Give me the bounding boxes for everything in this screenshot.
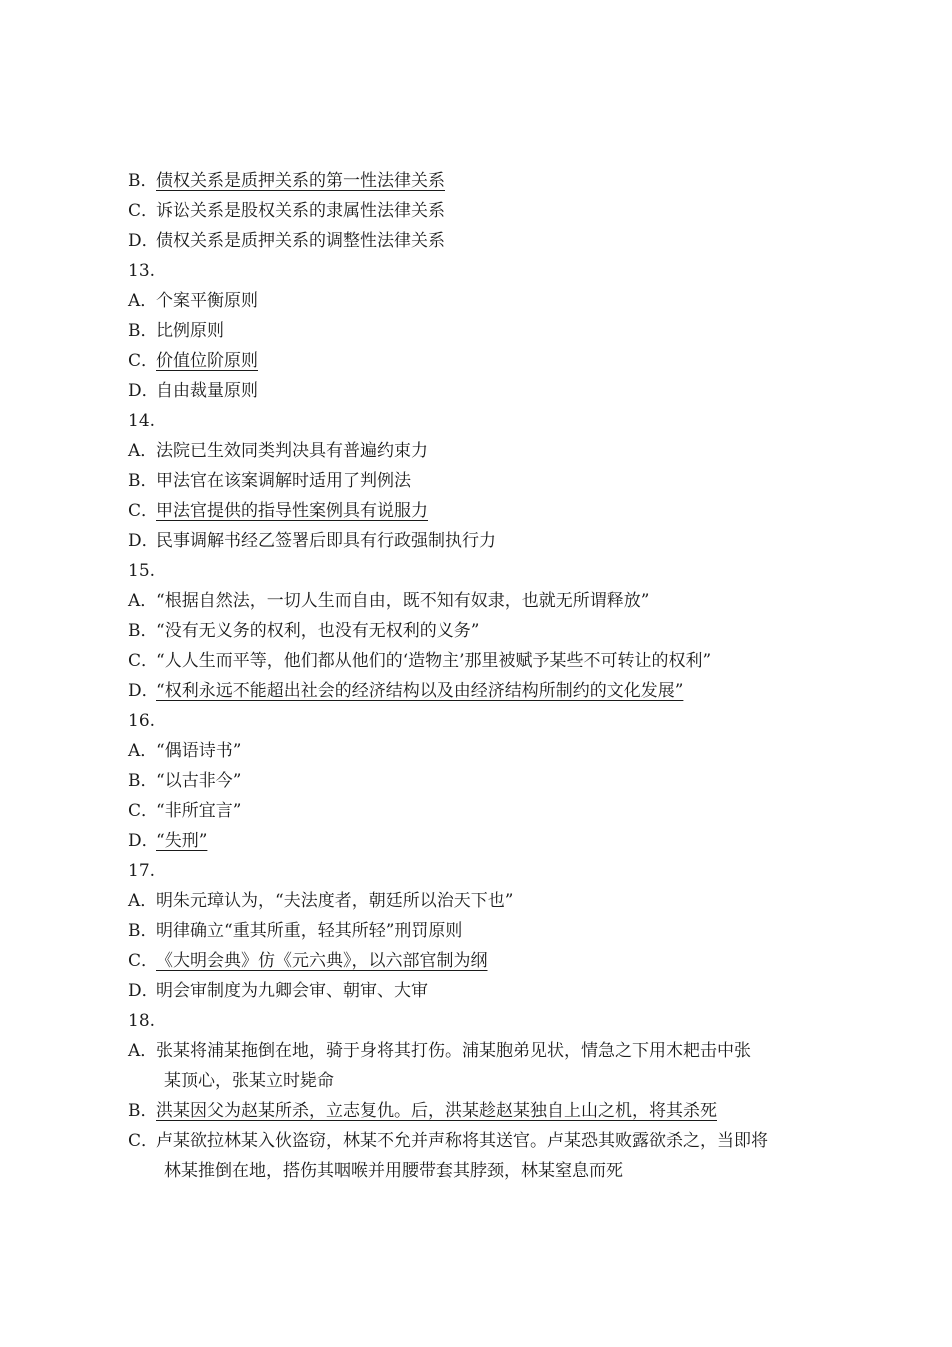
option-letter: A． [128,1041,158,1061]
option-letter: C． [128,1131,159,1151]
option-text-selected: 价值位阶原则 [156,351,258,371]
option-letter: D． [128,531,159,551]
option-letter: B． [128,621,158,641]
option-letter: C． [128,351,159,371]
question-number [128,1006,848,1036]
option-text: 明律确立“重其所重，轻其所轻”刑罚原则 [156,921,463,941]
question-number [128,256,848,286]
option-text-selected: 甲法官提供的指导性案例具有说服力 [156,501,428,521]
option-line [128,496,848,526]
option-letter: A． [128,591,158,611]
option-letter: B． [128,921,158,941]
option-line [128,886,848,916]
option-line [128,376,848,406]
question-number-label: 17. [128,861,156,881]
question-number [128,706,848,736]
option-line [128,166,848,196]
option-line [128,676,848,706]
option-letter: D． [128,381,159,401]
option-text: 明朱元璋认为，“夫法度者，朝廷所以治天下也” [156,891,514,911]
option-text: 自由裁量原则 [156,381,258,401]
option-letter: B． [128,771,158,791]
option-line [128,316,848,346]
option-line [128,526,848,556]
option-line [128,1126,848,1186]
option-letter: A． [128,291,158,311]
option-text: “没有无义务的权利，也没有无权利的义务” [156,621,480,641]
option-line [128,286,848,316]
option-text: 甲法官在该案调解时适用了判例法 [156,471,411,491]
option-line [128,916,848,946]
option-letter: D． [128,831,159,851]
option-letter: D． [128,681,159,701]
option-line [128,466,848,496]
option-text-selected: “权利永远不能超出社会的经济结构以及由经济结构所制约的文化发展” [156,681,684,701]
question-number-label: 13. [128,261,156,281]
option-letter: B． [128,1101,158,1121]
question-number-label: 16. [128,711,156,731]
option-text: 民事调解书经乙签署后即具有行政强制执行力 [156,531,496,551]
option-letter: D． [128,981,159,1001]
option-text: 个案平衡原则 [156,291,258,311]
option-text: 债权关系是质押关系的调整性法律关系 [156,231,445,251]
option-letter: B． [128,471,158,491]
option-text: 张某将浦某拖倒在地，骑于身将其打伤。浦某胞弟见状，情急之下用木耙击中张 [156,1041,751,1061]
option-letter: D． [128,231,159,251]
option-line [128,1096,848,1126]
option-line [128,346,848,376]
option-text: “偶语诗书” [156,741,242,761]
option-line [128,946,848,976]
option-letter: A． [128,891,158,911]
option-letter: C． [128,801,159,821]
question-number-label: 14. [128,411,156,431]
option-text: “非所宜言” [156,801,242,821]
option-letter: A． [128,441,158,461]
option-letter: B． [128,321,158,341]
option-line [128,196,848,226]
option-line [128,976,848,1006]
option-text-continuation: 某顶心，张某立时毙命 [164,1071,334,1091]
option-text: “以古非今” [156,771,242,791]
option-line [128,796,848,826]
option-text: 明会审制度为九卿会审、朝审、大审 [156,981,428,1001]
option-text: 卢某欲拉林某入伙盗窃，林某不允并声称将其送官。卢某恐其败露欲杀之，当即将 [156,1131,768,1151]
option-letter: C． [128,201,159,221]
option-line [128,766,848,796]
option-line [128,436,848,466]
option-letter: C． [128,501,159,521]
option-line [128,586,848,616]
option-letter: C． [128,651,159,671]
question-number [128,406,848,436]
option-text-selected: “失刑” [156,831,208,851]
option-text: “根据自然法，一切人生而自由，既不知有奴隶，也就无所谓释放” [156,591,650,611]
question-number-label: 15. [128,561,156,581]
option-line [128,1036,848,1096]
question-number [128,556,848,586]
option-letter: C． [128,951,159,971]
option-line [128,616,848,646]
question-number-label: 18. [128,1011,156,1031]
option-text-selected: 债权关系是质押关系的第一性法律关系 [156,171,445,191]
answer-document [128,166,848,1186]
option-line [128,826,848,856]
option-text-continuation: 林某推倒在地，搭伤其咽喉并用腰带套其脖颈，林某窒息而死 [164,1161,623,1181]
option-letter: A． [128,741,158,761]
option-text-selected: 洪某因父为赵某所杀，立志复仇。后，洪某趁赵某独自上山之机，将其杀死 [156,1101,717,1121]
option-text: “人人生而平等，他们都从他们的‘造物主’那里被赋予某些不可转让的权利” [156,651,712,671]
option-line [128,646,848,676]
option-letter: B． [128,171,158,191]
option-text: 比例原则 [156,321,224,341]
option-line [128,736,848,766]
option-text: 法院已生效同类判决具有普遍约束力 [156,441,428,461]
option-line [128,226,848,256]
question-number [128,856,848,886]
option-text-selected: 《大明会典》仿《元六典》，以六部官制为纲 [156,951,488,971]
option-text: 诉讼关系是股权关系的隶属性法律关系 [156,201,445,221]
